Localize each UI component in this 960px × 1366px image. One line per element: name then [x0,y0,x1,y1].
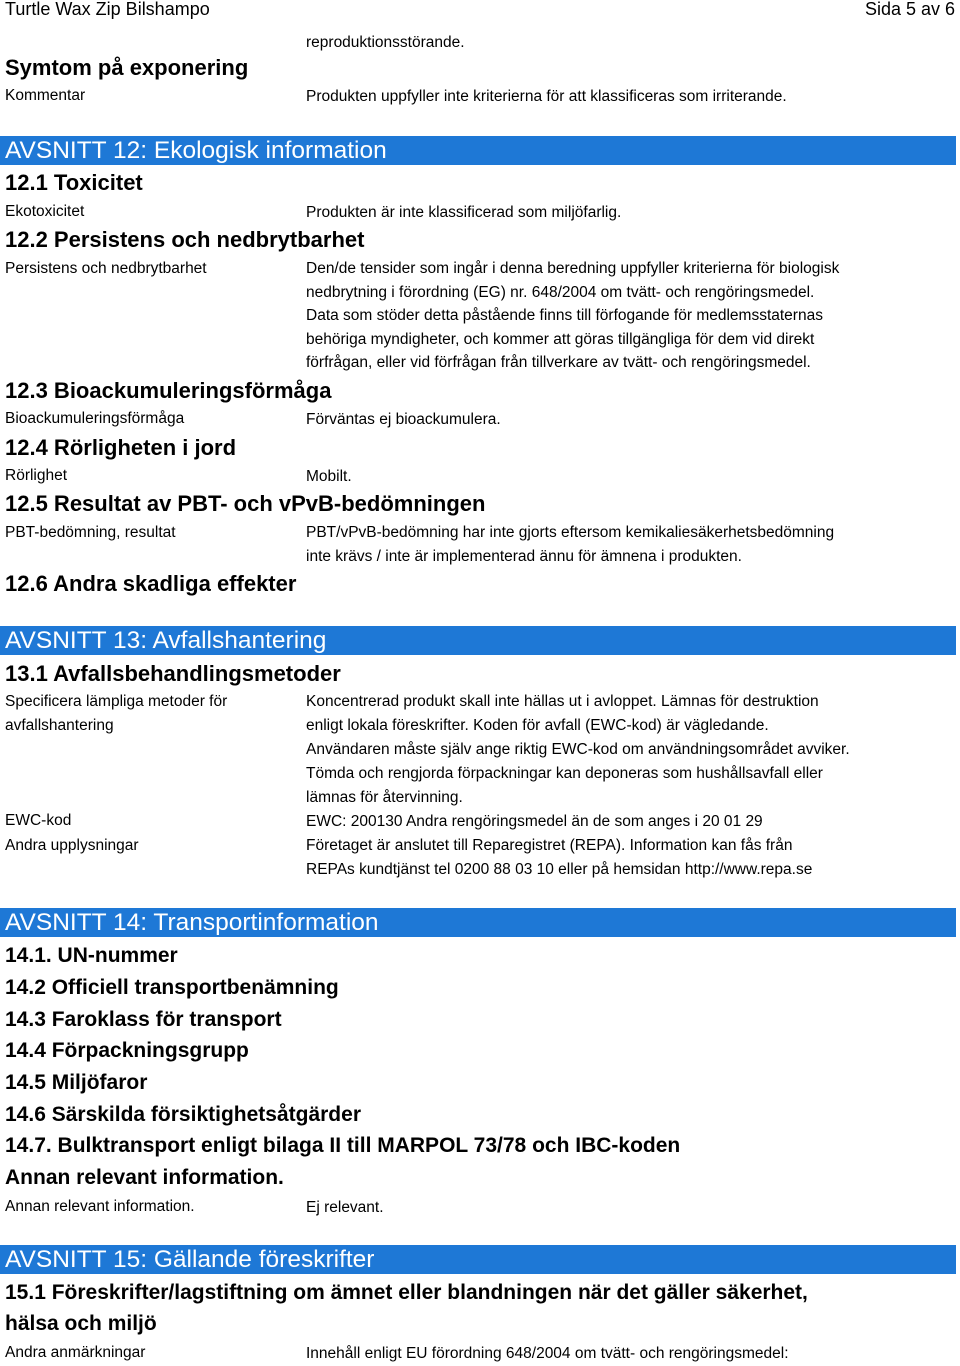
heading-15-1-line: 15.1 Föreskrifter/lagstiftning om ämnet eller blandningen när det gäller säkerhet, [5,1281,808,1304]
ewc-label: EWC-kod [5,812,72,829]
heading-12-3: 12.3 Bioackumuleringsförmåga [5,378,332,403]
mobility-label: Rörlighet [5,467,68,484]
methods-line: Koncentrerad produkt skall inte hällas ut i avloppet. Lämnas för destruktion [306,693,819,710]
section-13-band: AVSNITT 13: Avfallshantering [0,626,956,655]
document-title: Turtle Wax Zip Bilshampo [5,0,210,19]
heading-14-6: 14.6 Särskilda försiktighetsåtgärder [5,1103,361,1126]
methods-line: Tömda och rengjorda förpackningar kan deponeras som hushållsavfall eller [306,765,823,782]
comment-value: Produkten uppfyller inte kriterierna för att klassificeras som irriterande. [306,88,787,105]
other-info-label: Andra upplysningar [5,837,139,854]
comment-label: Kommentar [5,87,86,104]
heading-12-1: 12.1 Toxicitet [5,170,143,195]
remarks-label: Andra anmärkningar [5,1344,146,1361]
heading-12-5: 12.5 Resultat av PBT- och vPvB-bedömningen [5,491,486,516]
ewc-value: EWC: 200130 Andra rengöringsmedel än de som anges i 20 01 29 [306,813,763,830]
persist-line: Data som stöder detta påstående finns till förfogande för medlemsstaternas [306,307,823,325]
other-info-line: Företaget är anslutet till Reparegistret (REPA). Information kan fås från [306,837,793,854]
bio-label: Bioackumuleringsförmåga [5,410,185,427]
methods-line: Användaren måste själv ange riktig EWC-kod om användningsområdet avviker. [306,741,850,758]
methods-line: lämnas för återvinning. [306,789,463,806]
continued-value: reproduktionsstörande. [306,34,465,51]
methods-label-line: avfallshantering [5,717,114,734]
ecotox-value: Produkten är inte klassificerad som miljöfarlig. [306,204,622,221]
ecotox-label: Ekotoxicitet [5,203,85,220]
heading-other-info: Annan relevant information. [5,1166,284,1189]
heading-14-2: 14.2 Officiell transportbenämning [5,976,339,999]
heading-13-1: 13.1 Avfallsbehandlingsmetoder [5,661,341,686]
persist-label: Persistens och nedbrytbarhet [5,260,207,277]
remarks-value: Innehåll enligt EU förordning 648/2004 om tvätt- och rengöringsmedel: [306,1345,789,1362]
heading-14-7: 14.7. Bulktransport enligt bilaga II till MARPOL 73/78 och IBC-koden [5,1134,681,1157]
heading-12-4: 12.4 Rörligheten i jord [5,435,237,460]
section-12-band: AVSNITT 12: Ekologisk information [0,136,956,165]
persist-line: Den/de tensider som ingår i denna beredning uppfyller kriterierna för biologisk [306,260,840,277]
section-14-band: AVSNITT 14: Transportinformation [0,908,956,937]
methods-label-line: Specificera lämpliga metoder för [5,693,228,710]
heading-12-6: 12.6 Andra skadliga effekter [5,571,297,596]
heading-12-2: 12.2 Persistens och nedbrytbarhet [5,227,365,252]
heading-15-1-line: hälsa och miljö [5,1312,157,1335]
section-15-band: AVSNITT 15: Gällande föreskrifter [0,1245,956,1274]
persist-line: behöriga myndigheter, och kommer att göras tillgängliga för dem vid direkt [306,330,815,348]
pbt-label: PBT-bedömning, resultat [5,524,176,541]
heading-14-5: 14.5 Miljöfaror [5,1071,148,1094]
bio-value: Förväntas ej bioackumulera. [306,411,501,428]
mobility-value: Mobilt. [306,468,352,485]
pbt-line: inte krävs / inte är implementerad ännu för ämnena i produkten. [306,547,742,565]
transport-info-label: Annan relevant information. [5,1198,195,1215]
pbt-line: PBT/vPvB-bedömning har inte gjorts eftersom kemikaliesäkerhetsbedömning [306,524,835,541]
symptom-heading: Symtom på exponering [5,55,249,80]
heading-14-1: 14.1. UN-nummer [5,944,178,967]
other-info-line: REPAs kundtjänst tel 0200 88 03 10 eller på hemsidan http://www.repa.se [306,861,813,878]
persist-line: förfrågan, eller vid förfrågan från tillverkare av tvätt- och rengöringsmedel. [306,354,811,372]
methods-line: enligt lokala föreskrifter. Koden för avfall (EWC-kod) är vägledande. [306,717,769,734]
page-number: Sida 5 av 6 [864,0,955,19]
transport-info-value: Ej relevant. [306,1199,384,1216]
persist-line: nedbrytning i förordning (EG) nr. 648/2004 om tvätt- och rengöringsmedel. [306,283,815,301]
heading-14-4: 14.4 Förpackningsgrupp [5,1039,249,1062]
heading-14-3: 14.3 Faroklass för transport [5,1008,282,1031]
